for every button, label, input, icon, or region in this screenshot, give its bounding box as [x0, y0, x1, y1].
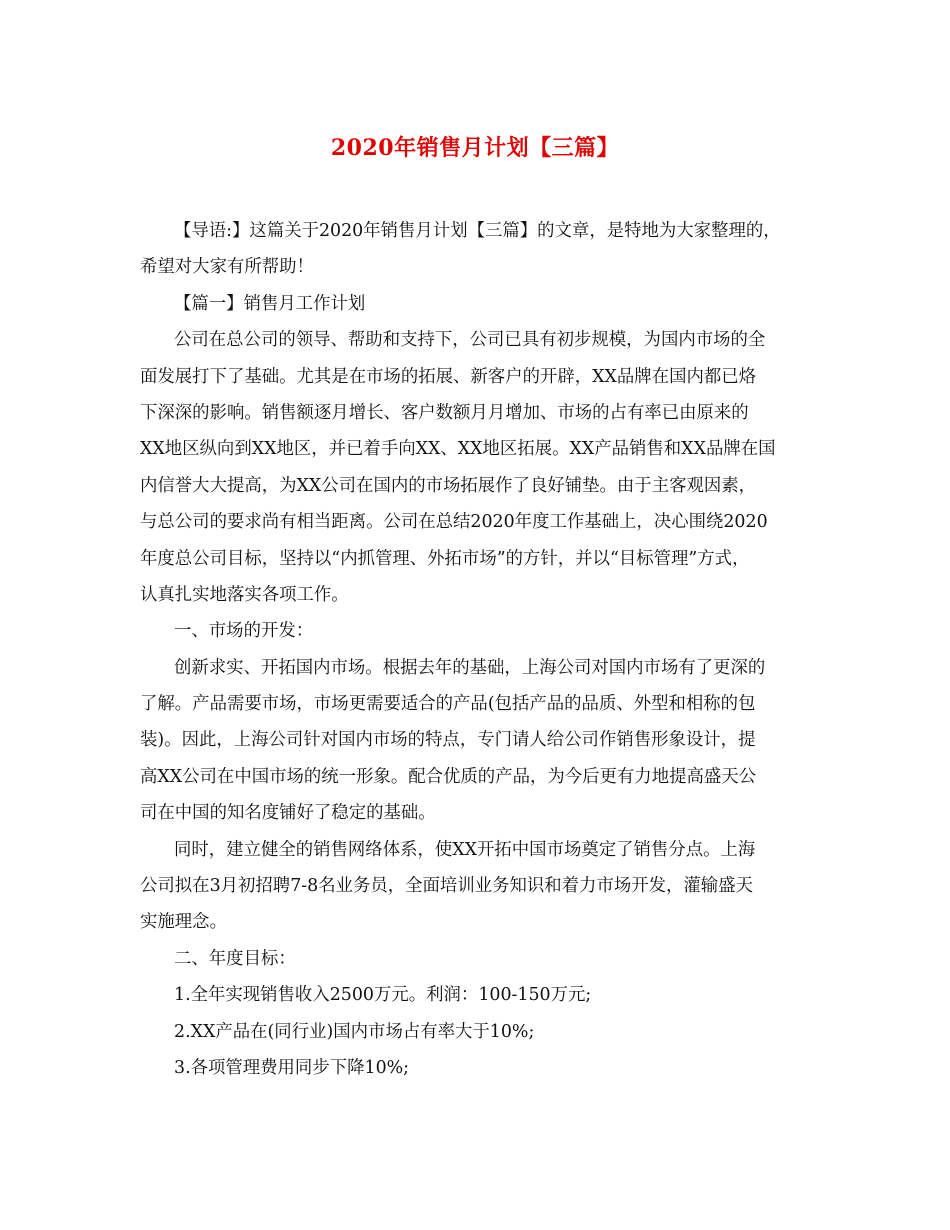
paragraph-line: 公司在总公司的领导、帮助和支持下，公司已具有初步规模，为国内市场的全	[174, 330, 766, 351]
paragraph-line: 实施理念。	[140, 912, 227, 933]
paragraph-line: XX地区纵向到XX地区，并已着手向XX、XX地区拓展。XX产品销售和XX品牌在国	[140, 439, 776, 460]
paragraph-line: 3.各项管理费用同步下降10%;	[174, 1057, 410, 1078]
paragraph-line: 年度总公司目标，坚持以“内抓管理、外拓市场”的方针，并以“目标管理”方式，	[140, 548, 750, 569]
paragraph-line: 一、市场的开发：	[174, 621, 314, 642]
paragraph-line: 公司拟在3月初招聘7-8名业务员，全面培训业务知识和着力市场开发，灌输盛天	[140, 876, 753, 897]
paragraph-line: 司在中国的知名度铺好了稳定的基础。	[140, 803, 436, 824]
paragraph-line: 认真扎实地落实各项工作。	[140, 584, 349, 605]
paragraph-line: 高XX公司在中国市场的统一形象。配合优质的产品，为今后更有力地提高盛天公	[140, 766, 757, 787]
paragraph-line: 了解。产品需要市场，市场更需要适合的产品(包括产品的品质、外型和相称的包	[140, 694, 756, 715]
paragraph-line: 1.全年实现销售收入2500万元。利润：100-150万元;	[174, 985, 592, 1006]
document-title: 2020年销售月计划【三篇】	[330, 135, 620, 161]
paragraph-line: 内信誉大大提高，为XX公司在国内的市场拓展作了良好铺垫。由于主客观因素，	[140, 475, 757, 496]
paragraph-line: 【导语:】这篇关于2020年销售月计划【三篇】的文章，是特地为大家整理的，	[174, 221, 781, 241]
paragraph-line: 创新求实、开拓国内市场。根据去年的基础，上海公司对国内市场有了更深的	[174, 657, 766, 678]
paragraph-line: 装)。因此，上海公司针对国内市场的特点，专门请人给公司作销售形象设计，提	[140, 730, 756, 751]
paragraph-line: 希望对大家有所帮助！	[140, 257, 314, 278]
paragraph-line: 下深深的影响。销售额逐月增长、客户数额月月增加、市场的占有率已由原来的	[140, 402, 749, 423]
paragraph-line: 【篇一】销售月工作计划	[174, 293, 366, 314]
document-body	[140, 213, 828, 1086]
paragraph-line: 2.XX产品在(同行业)国内市场占有率大于10%;	[174, 1021, 535, 1042]
paragraph-line: 与总公司的要求尚有相当距离。公司在总结2020年度工作基础上，决心围绕2020	[140, 512, 768, 533]
paragraph-line: 二、年度目标：	[174, 948, 296, 969]
paragraph-line: 同时，建立健全的销售网络体系，使XX开拓中国市场奠定了销售分点。上海	[174, 839, 756, 860]
paragraph-line: 面发展打下了基础。尤其是在市场的拓展、新客户的开辟，XX品牌在国内都已烙	[140, 366, 757, 387]
